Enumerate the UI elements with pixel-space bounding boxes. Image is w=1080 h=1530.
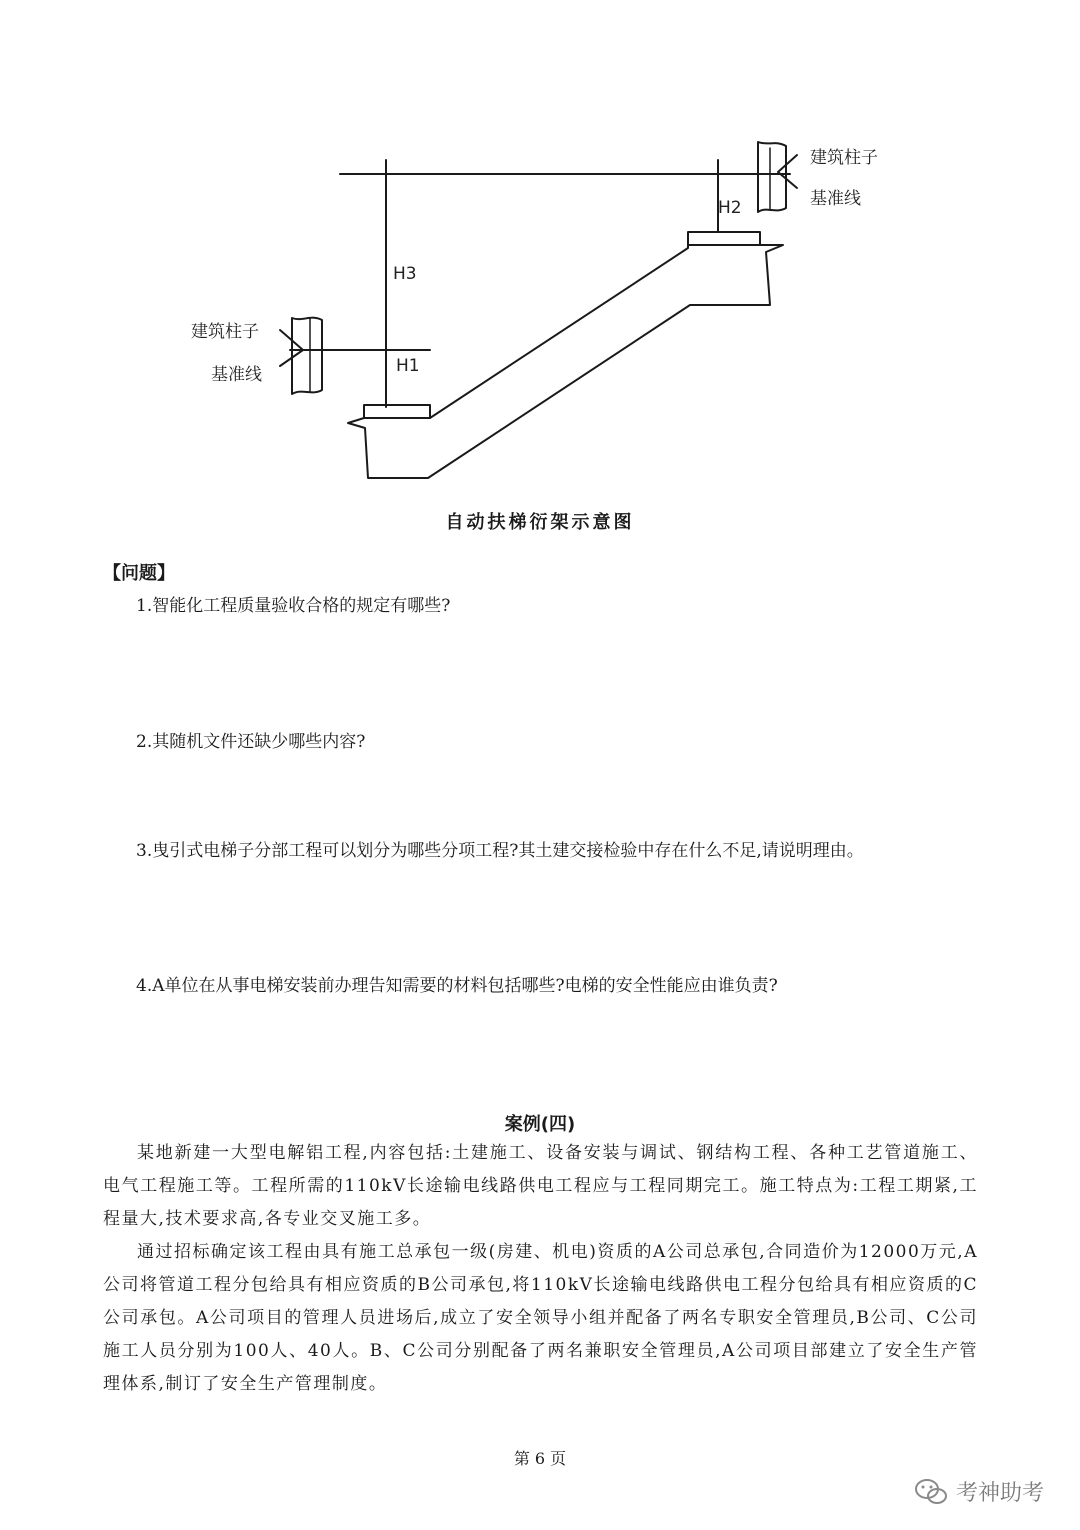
escalator-truss-figure	[0, 0, 1080, 500]
upper-pointer	[778, 155, 797, 188]
h1-label: H1	[396, 356, 420, 376]
case-title: 案例(四)	[504, 1114, 576, 1135]
figure-caption: 自动扶梯衍架示意图	[445, 512, 635, 533]
column-label-left: 建筑柱子	[191, 322, 259, 342]
h2-label: H2	[718, 198, 742, 218]
page-number: 第 6 页	[513, 1449, 567, 1468]
questions-heading: 【问题】	[103, 563, 175, 584]
upper-building-column	[758, 142, 786, 212]
question-1: 1.智能化工程质量验收合格的规定有哪些?	[136, 596, 451, 616]
watermark-text: 考神助考	[955, 1481, 1044, 1506]
question-2: 2.其随机文件还缺少哪些内容?	[136, 732, 366, 752]
column-label-top: 建筑柱子	[810, 148, 878, 168]
h3-label: H3	[393, 264, 417, 284]
question-4: 4.A单位在从事电梯安装前办理告知需要的材料包括哪些?电梯的安全性能应由谁负责?	[136, 976, 778, 996]
case-paragraph-2: 通过招标确定该工程由具有施工总承包一级(房建、机电)资质的A公司总承包,合同造价为12000万元,A公司将管道工程分包给具有相应资质的B公司承包,将110kV长途输电线路供电工程分包给具有相应资质的C公司承包。A公司项目的管理人员进场后,成立了安全领导小组并配备了两名专职安全管理员,B公司、C公司施工人员分别为100人、40人。B、C公司分别配备了两名兼职安全管理员,A公司项目部建立了安全生产管理体系,制订了安全生产管理制度。	[103, 1242, 978, 1394]
lower-building-column	[292, 318, 322, 394]
watermark	[914, 1476, 1044, 1507]
wechat-icon	[914, 1477, 948, 1507]
baseline-label-left: 基准线	[211, 365, 262, 385]
baseline-label-top: 基准线	[810, 189, 861, 209]
escalator-truss-diagram	[0, 0, 1080, 500]
question-3: 3.曳引式电梯子分部工程可以划分为哪些分项工程?其土建交接检验中存在什么不足,请说明理由。	[136, 841, 864, 861]
case-paragraph-1: 某地新建一大型电解铝工程,内容包括:土建施工、设备安装与调试、钢结构工程、各种工艺管道施工、电气工程施工等。工程所需的110kV长途输电线路供电工程应与工程同期完工。施工特点为:工程工期紧,工程量大,技术要求高,各专业交叉施工多。	[103, 1143, 978, 1229]
